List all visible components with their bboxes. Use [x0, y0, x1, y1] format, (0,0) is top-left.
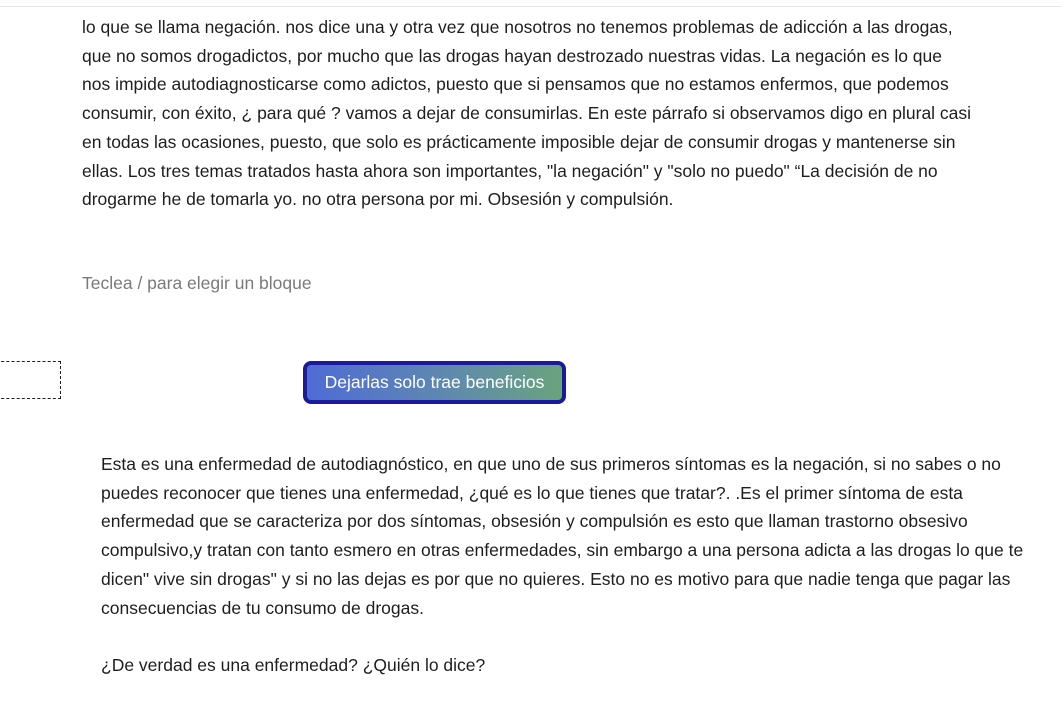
- paragraph-block[interactable]: lo que se llama negación. nos dice una y otra vez que nosotros no tenemos problemas de adicción a las drogas, que no somos drogadictos, por mucho que las drogas hayan destrozado nuestras vidas. La negación es lo que nos impide autodiagnosticarse como adictos, puesto que si pensamos que no estamos enfermos, que podemos consumir, con éxito, ¿ para qué ? vamos a dejar de consumirlas. En este párrafo si observamos digo en plural casi en todas las ocasiones, puesto, que solo es prácticamente imposible dejar de consumir drogas y mantenerse sin ellas. Los tres temas tratados hasta ahora son importantes, "la negación" y "solo no puedo" “La decisión de no drogarme he de tomarla yo. no otra persona por mi. Obsesión y compulsión.: [82, 17, 972, 210]
- paragraph-block[interactable]: ¿De verdad es una enfermedad? ¿Quién lo dice?: [101, 655, 486, 675]
- block-inserter-placeholder[interactable]: Teclea / para elegir un bloque: [82, 273, 312, 293]
- paragraph-block[interactable]: Esta es una enfermedad de autodiagnóstico, en que uno de sus primeros síntomas es la negación, si no sabes o no puedes reconocer que tienes una enfermedad, ¿qué es lo que tienes que tratar?. .Es el primer síntoma de esta enfermedad que se caracteriza por dos síntomas, obsesión y compulsión es esto que llaman trastorno obsesivo compulsivo,y tratan con tanto esmero en otras enfermedades, sin embargo a una persona adicta a las drogas lo que te dicen" vive sin drogas" y si no las dejas es por que no quieres. Esto no es motivo para que nadie tenga que pagar las consecuencias de tu consumo de drogas.: [101, 454, 1024, 618]
- editor-top-border: [0, 6, 1061, 7]
- button-block[interactable]: Dejarlas solo trae beneficios: [303, 361, 566, 404]
- block-selection-outline[interactable]: [0, 361, 61, 399]
